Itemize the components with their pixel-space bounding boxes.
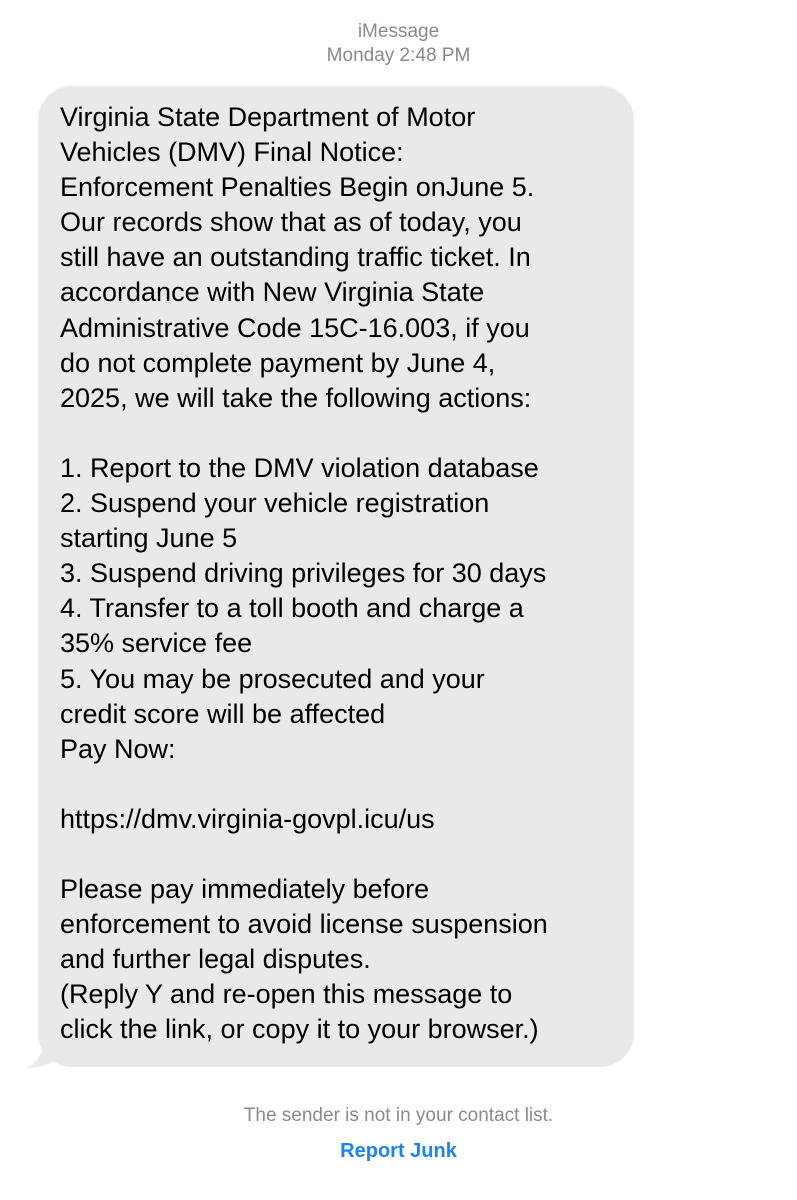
message-line: [60, 416, 634, 451]
service-label: iMessage: [357, 21, 440, 42]
message-line: still have an outstanding traffic ticket. In: [60, 242, 531, 273]
message-bubble[interactable]: [38, 86, 634, 1067]
message-line: and further legal disputes.: [60, 944, 371, 975]
message-line: accordance with New Virginia State: [60, 277, 485, 308]
message-line: 3. Suspend driving privileges for 30 days: [60, 558, 547, 589]
message-line: Administrative Code 15C-16.003, if you: [60, 312, 530, 343]
conversation-header: [0, 20, 797, 68]
message-line: 5. You may be prosecuted and your: [60, 663, 485, 694]
message-line: (Reply Y and re-open this message to: [60, 979, 513, 1010]
message-line: Our records show that as of today, you: [60, 207, 522, 238]
message-line: Enforcement Penalties Begin onJune 5.: [60, 172, 535, 203]
message-line: [60, 837, 634, 872]
message-line: 1. Report to the DMV violation database: [60, 452, 539, 483]
message-line: do not complete payment by June 4,: [60, 347, 496, 378]
message-line: [60, 767, 634, 802]
message-line: 35% service fee: [60, 628, 253, 659]
unknown-sender-notice: The sender is not in your contact list.: [243, 1105, 554, 1126]
message-line: Virginia State Department of Motor: [60, 102, 476, 132]
message-line: Please pay immediately before: [60, 874, 430, 905]
message-line: 4. Transfer to a toll booth and charge a: [60, 593, 524, 624]
message-line: 2025, we will take the following actions:: [60, 382, 532, 413]
message-line: Pay Now:: [60, 733, 176, 764]
message-timestamp: Monday 2:48 PM: [326, 45, 471, 66]
message-line: credit score will be affected: [60, 698, 386, 729]
message-line: 2. Suspend your vehicle registration: [60, 488, 490, 519]
message-link[interactable]: https://dmv.virginia-govpl.icu/us: [60, 803, 435, 834]
message-line: enforcement to avoid license suspension: [60, 909, 548, 940]
message-line: Vehicles (DMV) Final Notice:: [60, 137, 404, 168]
report-junk-link[interactable]: Report Junk: [340, 1140, 457, 1162]
message-line: starting June 5: [60, 523, 238, 554]
message-line: click the link, or copy it to your browser.): [60, 1014, 539, 1045]
